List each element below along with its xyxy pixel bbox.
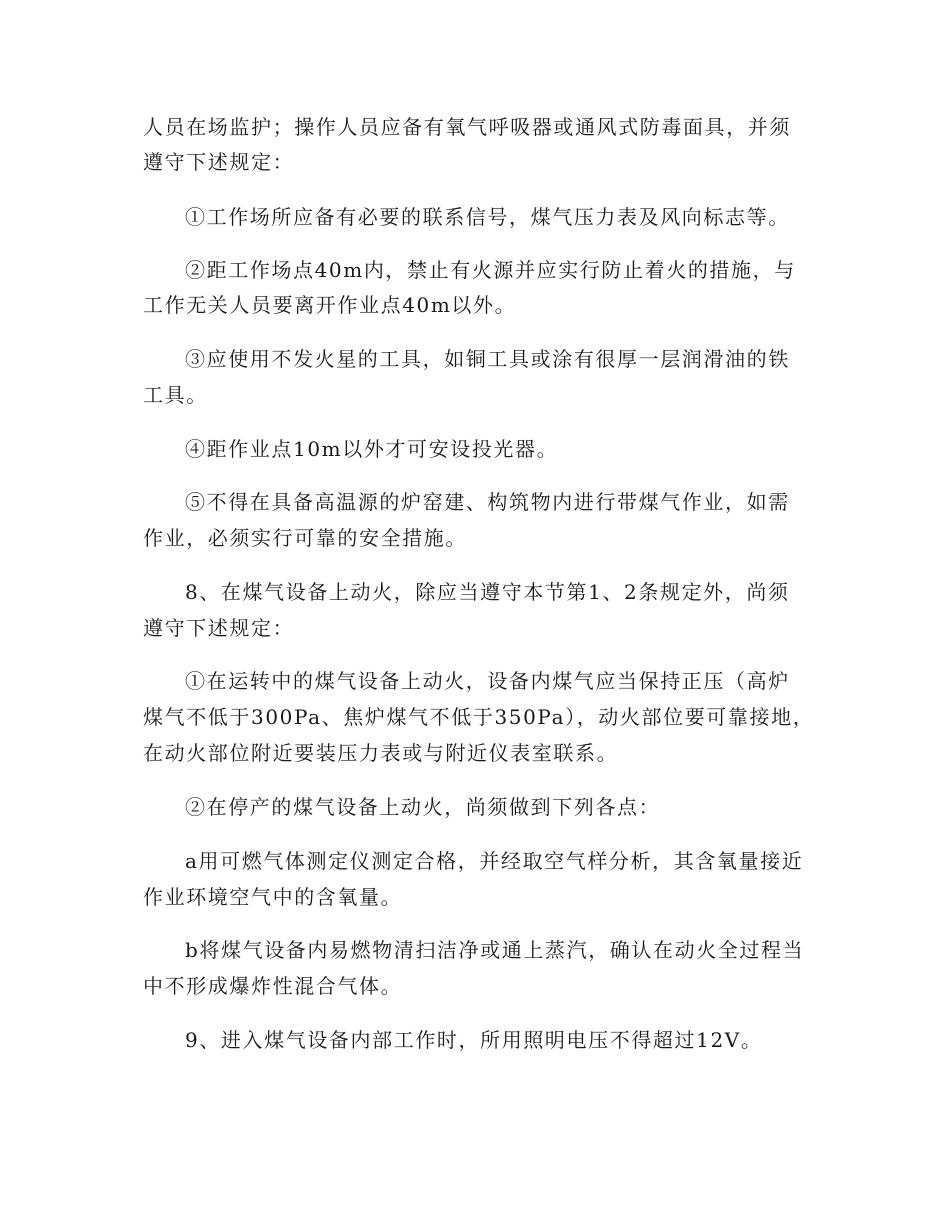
item-8-2-line-1: ②在停产的煤气设备上动火，尚须做到下列各点： — [185, 795, 661, 819]
item-2-line-1: ②距工作场点40m内，禁止有火源并应实行防止着火的措施，与 — [185, 258, 796, 282]
paragraph-1-line-2: 遵守下述规定： — [143, 150, 295, 174]
item-8-1-line-2: 煤气不低于300Pa、焦炉煤气不低于350Pa），动火部位要可靠接地， — [143, 705, 815, 729]
item-3-line-1: ③应使用不发火星的工具，如铜工具或涂有很厚一层润滑油的铁 — [185, 347, 790, 371]
item-b-line-2: 中不形成爆炸性混合气体。 — [143, 974, 403, 998]
item-5-line-2: 作业，必须实行可靠的安全措施。 — [143, 526, 467, 550]
item-3-line-2: 工具。 — [143, 383, 208, 407]
item-4-line-1: ④距作业点10m以外才可安设投光器。 — [185, 437, 559, 461]
section-8-line-2: 遵守下述规定： — [143, 616, 295, 640]
item-a-line-1: a用可燃气体测定仪测定合格，并经取空气样分析，其含氧量接近 — [185, 849, 804, 873]
section-9-line-1: 9、进入煤气设备内部工作时，所用照明电压不得超过12V。 — [185, 1028, 763, 1052]
item-1-line-1: ①工作场所应备有必要的联系信号，煤气压力表及风向标志等。 — [185, 205, 790, 229]
item-5-line-1: ⑤不得在具备高温源的炉窑建、构筑物内进行带煤气作业，如需 — [185, 490, 790, 514]
item-2-line-2: 工作无关人员要离开作业点40m以外。 — [143, 293, 517, 317]
item-8-1-line-3: 在动火部位附近要装压力表或与附近仪表室联系。 — [143, 741, 619, 765]
paragraph-1-line-1: 人员在场监护；操作人员应备有氧气呼吸器或通风式防毒面具，并须 — [143, 115, 791, 139]
item-a-line-2: 作业环境空气中的含氧量。 — [143, 885, 403, 909]
section-8-line-1: 8、在煤气设备上动火，除应当遵守本节第1、2条规定外，尚须 — [185, 580, 790, 604]
item-8-1-line-1: ①在运转中的煤气设备上动火，设备内煤气应当保持正压（高炉 — [185, 669, 790, 693]
item-b-line-1: b将煤气设备内易燃物清扫洁净或通上蒸汽，确认在动火全过程当 — [185, 938, 805, 962]
